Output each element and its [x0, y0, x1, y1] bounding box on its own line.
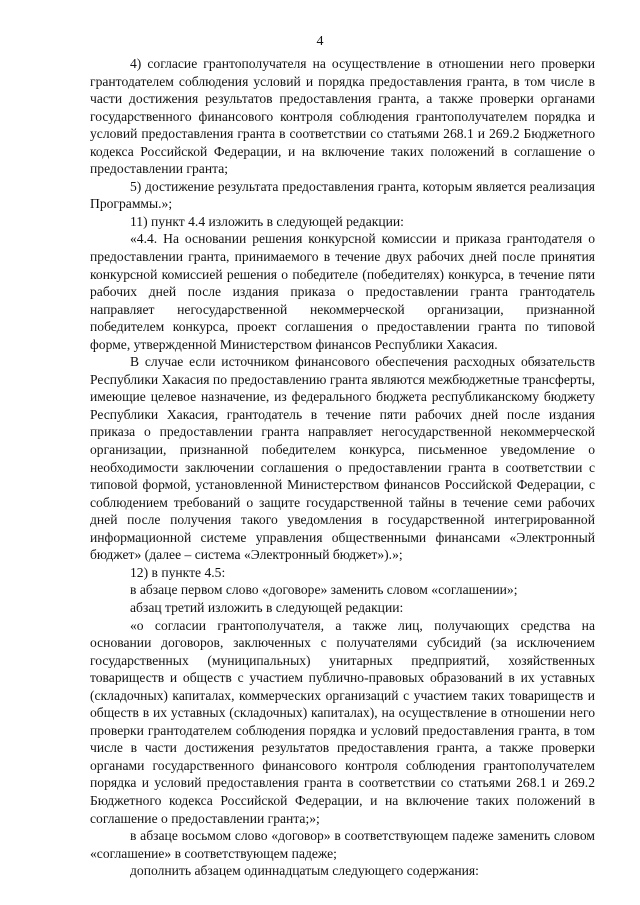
paragraph-4: «4.4. На основании решения конкурсной комиссии и приказа грантодателя о предоставлении гранта, принимаемого в течение двух рабочих дней после принятия конкурсной комиссией решения о победителе (победителях) конкурса, в течение пяти рабочих дней после издания приказа о предоставлении гранта грантодатель направляет негосударственной некоммерческой организации, признанной победителем конкурса, проект соглашения о предоставлении гранта по типовой форме, утвержденной Министерством финансов Республики Хакасия. [90, 231, 595, 352]
paragraph-7: в абзаце первом слово «договоре» заменить словом «соглашении»; [130, 582, 518, 598]
paragraph-1: 4) согласие грантополучателя на осуществление в отношении него проверки грантодателем соблюдения условий и порядка предоставления гранта, в том числе в части достижения результатов предоставления гранта, а также проверки органами государственного финансового контроля соблюдения грантополучателем порядка и условий предоставления гранта в соответствии со статьями 268.1 и 269.2 Бюджетного кодекса Российской Федерации, и на включение таких положений в соглашение о предоставлении гранта; [90, 56, 595, 177]
paragraph-2: 5) достижение результата предоставления гранта, которым является реализация Программы.»; [90, 178, 595, 212]
document-body [90, 55, 595, 880]
paragraph-10: в абзаце восьмом слово «договор» в соответствующем падеже заменить словом «соглашение» в соответствующем падеже; [90, 828, 595, 861]
paragraph-6: 12) в пункте 4.5: [130, 564, 226, 580]
paragraph-8: абзац третий изложить в следующей редакции: [130, 599, 404, 615]
paragraph-5: В случае если источником финансового обеспечения расходных обязательств Республики Хакасия по предоставлению гранта являются межбюджетные трансферты, имеющие целевое назначение, из федерального бюджета республиканскому бюджету Республики Хакасия, грантодатель в течение пяти рабочих дней после издания приказа о предоставлении гранта направляет негосударственной некоммерческой организации, признанной победителем конкурса, письменное уведомление о необходимости заключении соглашения о предоставлении гранта в соответствии с типовой формой, установленной Министерством финансов Российской Федерации, с соблюдением требований о защите государственной тайны в течение семи рабочих дней после получения такого уведомления в государственной интегрированной информационной системе управления общественными финансами «Электронный бюджет» (далее – система «Электронный бюджет»).»; [90, 354, 595, 563]
paragraph-9: «о согласии грантополучателя, а также лиц, получающих средства на основании договоров, заключенных с получателями субсидий (за исключением государственных (муниципальных) унитарных предприятий, хозяйственных товариществ и обществ с участием публично-правовых образований в их уставных (складочных) капиталах, коммерческих организаций с участием таких товариществ и обществ в их уставных (складочных) капиталах), на осуществление в отношении него проверки грантодателем соблюдения порядка и условий предоставления гранта, в том числе в части достижения результатов предоставления гранта, а также проверки органами государственного финансового контроля соблюдения грантополучателем порядка и условий предоставления гранта в соответствии со статьями 268.1 и 269.2 Бюджетного кодекса Российской Федерации, и на включение таких положений в соглашение о предоставлении гранта;»; [90, 617, 595, 826]
page-number: 4 [316, 34, 324, 49]
paragraph-3: 11) пункт 4.4 изложить в следующей редакции: [130, 213, 404, 229]
paragraph-11: дополнить абзацем одиннадцатым следующего содержания: [130, 863, 479, 879]
